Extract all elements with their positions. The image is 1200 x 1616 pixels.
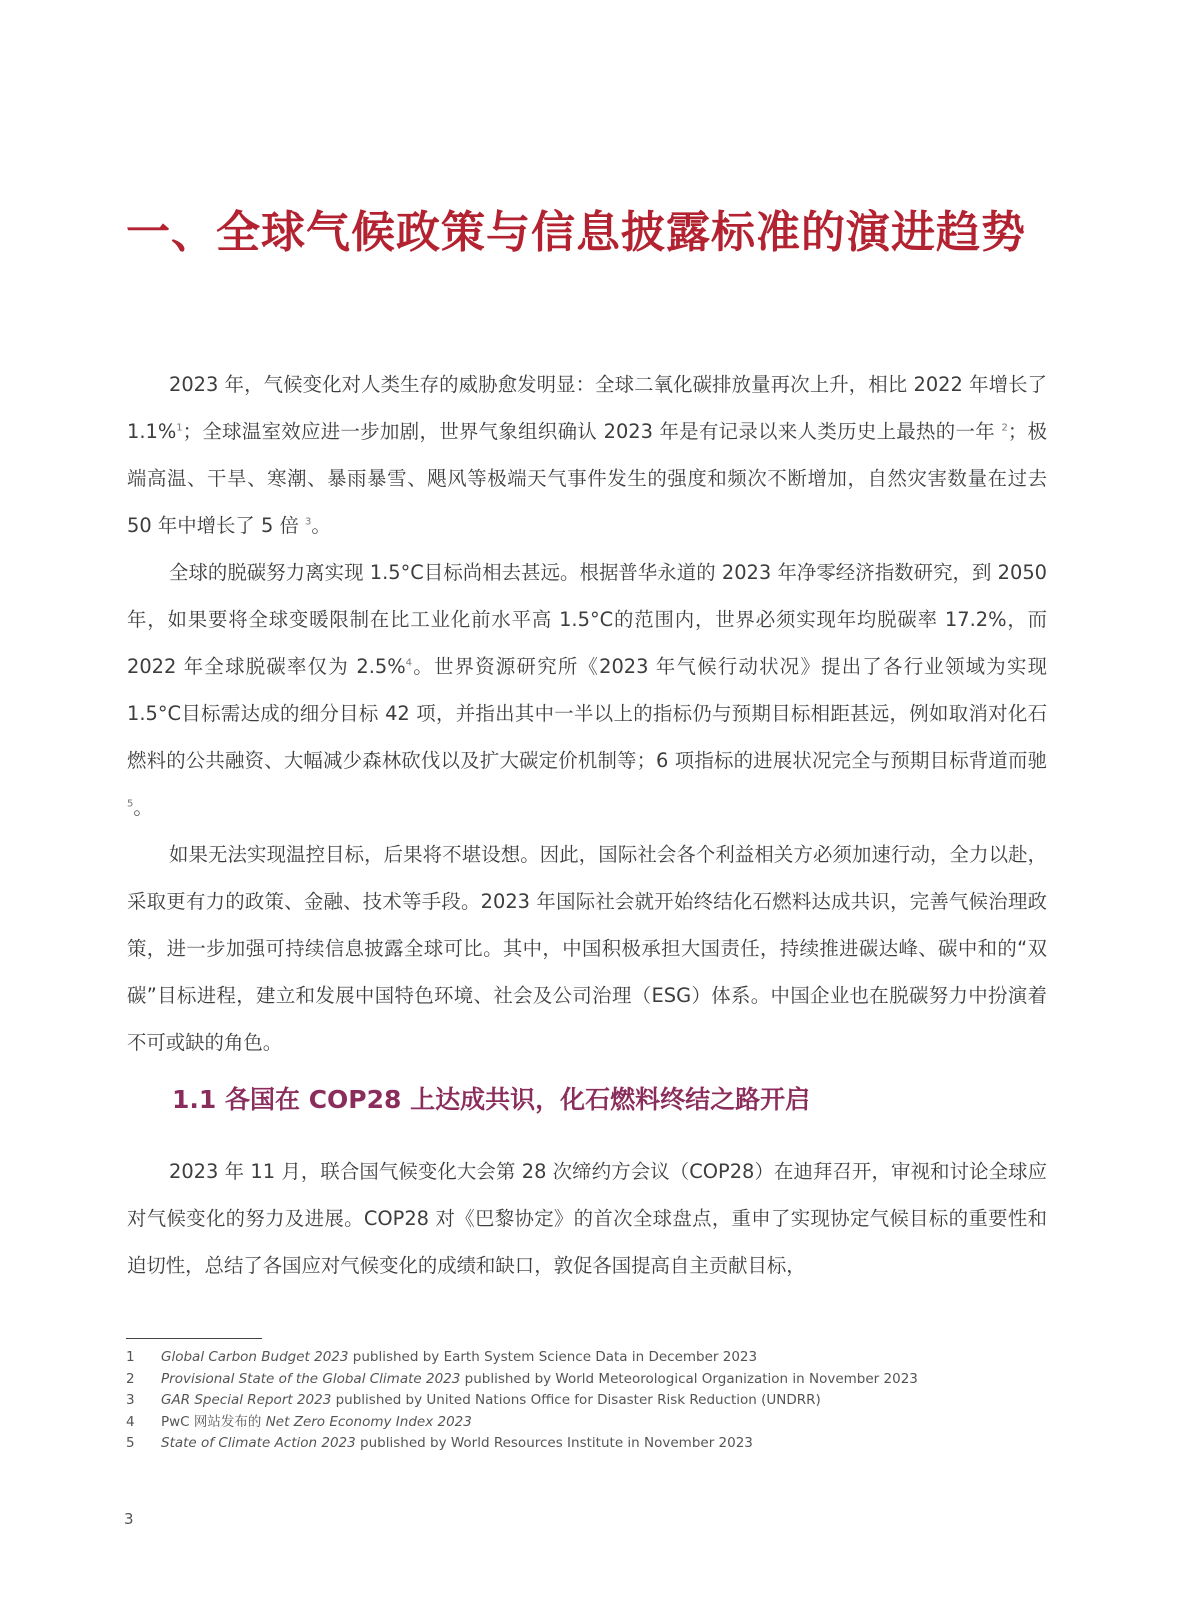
footnote-divider [126,1338,262,1339]
paragraph-1-text-b: ；全球温室效应进一步加剧，世界气象组织确认 2023 年是有记录以来人类历史上最热的一年 [182,420,1002,443]
paragraph-1-text-a: 2023 年，气候变化对人类生存的威胁愈发明显：全球二氧化碳排放量再次上升，相比 2022 年增长了 1.1% [127,373,1047,443]
paragraph-1-text-d: 。 [311,514,331,537]
section-paragraph: 2023 年 11 月，联合国气候变化大会第 28 次缔约方会议（COP28）在迪拜召开，审视和讨论全球应对气候变化的努力及进展。COP28 对《巴黎协定》的首次全球盘点，重申了实现协定气候目标的重要性和迫切性，总结了各国应对气候变化的成绩和缺口，敦促各国提高自主贡献目标， [127,1160,1047,1277]
footnote-ref-2[interactable]: 2 [1001,422,1008,434]
paragraph-3: 如果无法实现温控目标，后果将不堪设想。因此，国际社会各个利益相关方必须加速行动，全力以赴，采取更有力的政策、金融、技术等手段。2023 年国际社会就开始终结化石燃料达成共识，完善气候治理政策，进一步加强可持续信息披露全球可比。其中，中国积极承担大国责任，持续推进碳达峰、碳中和的“双碳”目标进程，建立和发展中国特色环境、社会及公司治理（ESG）体系。中国企业也在脱碳努力中扮演着不可或缺的角色。 [127,843,1047,1054]
footnote-5 [126,1433,1046,1455]
footnote-list [126,1347,1046,1455]
footnote-text [161,1412,472,1434]
footnote-source-title: Provisional State of the Global Climate 2023 [161,1370,461,1387]
footnote-text [161,1433,753,1455]
section-heading-1-1: 1.1 各国在 COP28 上达成共识，化石燃料终结之路开启 [172,1085,811,1114]
footnote-text [161,1390,821,1412]
paragraph-2 [127,549,1047,831]
paragraph-2-text-a: 全球的脱碳努力离实现 1.5°C目标尚相去甚远。根据普华永道的 2023 年净零经济指数研究，到 2050 年，如果要将全球变暖限制在比工业化前水平高 1.5°C的范围内，世界必须实现年均脱碳率 17.2%，而 2022 年全球脱碳率仅为 2.5% [127,561,1047,678]
footnote-source-detail: published by Earth System Science Data in December 2023 [348,1349,758,1365]
footnote-source-detail: published by World Meteorological Organization in November 2023 [460,1370,918,1387]
footnote-ref-5[interactable]: 5 [127,798,134,810]
footnote-4 [126,1412,1046,1434]
footnote-ref-3[interactable]: 3 [305,516,312,528]
footnote-source-title: GAR Special Report 2023 [161,1392,332,1408]
paragraph-1-text-c: ；极端高温、干旱、寒潮、暴雨暴雪、飓风等极端天气事件发生的强度和频次不断增加，自然灾害数量在过去 50 年中增长了 5 倍 [127,420,1048,537]
footnote-source-title: Net Zero Economy Index 2023 [265,1413,472,1430]
footnote-source-title: State of Climate Action 2023 [161,1435,356,1451]
footnote-1 [126,1347,1046,1369]
footnote-3 [126,1390,1046,1412]
paragraph-2-text-b: 。世界资源研究所《2023 年气候行动状况》提出了各行业领域为实现 1.5°C目标需达成的细分目标 42 项，并指出其中一半以上的指标仍与预期目标相距甚远，例如取消对化石燃料的公共融资、大幅减少森林砍伐以及扩大碳定价机制等；6 项指标的进展状况完全与预期目标背道而驰 [127,655,1047,772]
footnote-prefix: PwC 网站发布的 [161,1413,266,1430]
footnote-text [161,1347,757,1369]
footnote-number: 3 [126,1392,135,1408]
page-number: 3 [124,1510,134,1528]
footnote-text [161,1369,918,1391]
section-body [127,1148,1047,1289]
footnote-ref-4[interactable]: 4 [405,657,413,669]
footnote-ref-1[interactable]: 1 [176,422,183,434]
paragraph-1 [127,361,1047,549]
intro-body [127,361,1047,1066]
footnote-2 [126,1369,1046,1391]
footnote-number: 4 [126,1413,135,1430]
footnote-number: 1 [126,1349,135,1365]
footnote-source-detail: published by World Resources Institute in November 2023 [355,1435,753,1451]
footnote-source-title: Global Carbon Budget 2023 [161,1349,349,1365]
footnote-source-detail: published by United Nations Office for Disaster Risk Reduction (UNDRR) [331,1392,821,1408]
footnote-number: 2 [126,1370,135,1387]
paragraph-2-text-c: 。 [133,796,153,819]
footnote-number: 5 [126,1435,135,1451]
page-title: 一、全球气候政策与信息披露标准的演进趋势 [126,207,1026,258]
